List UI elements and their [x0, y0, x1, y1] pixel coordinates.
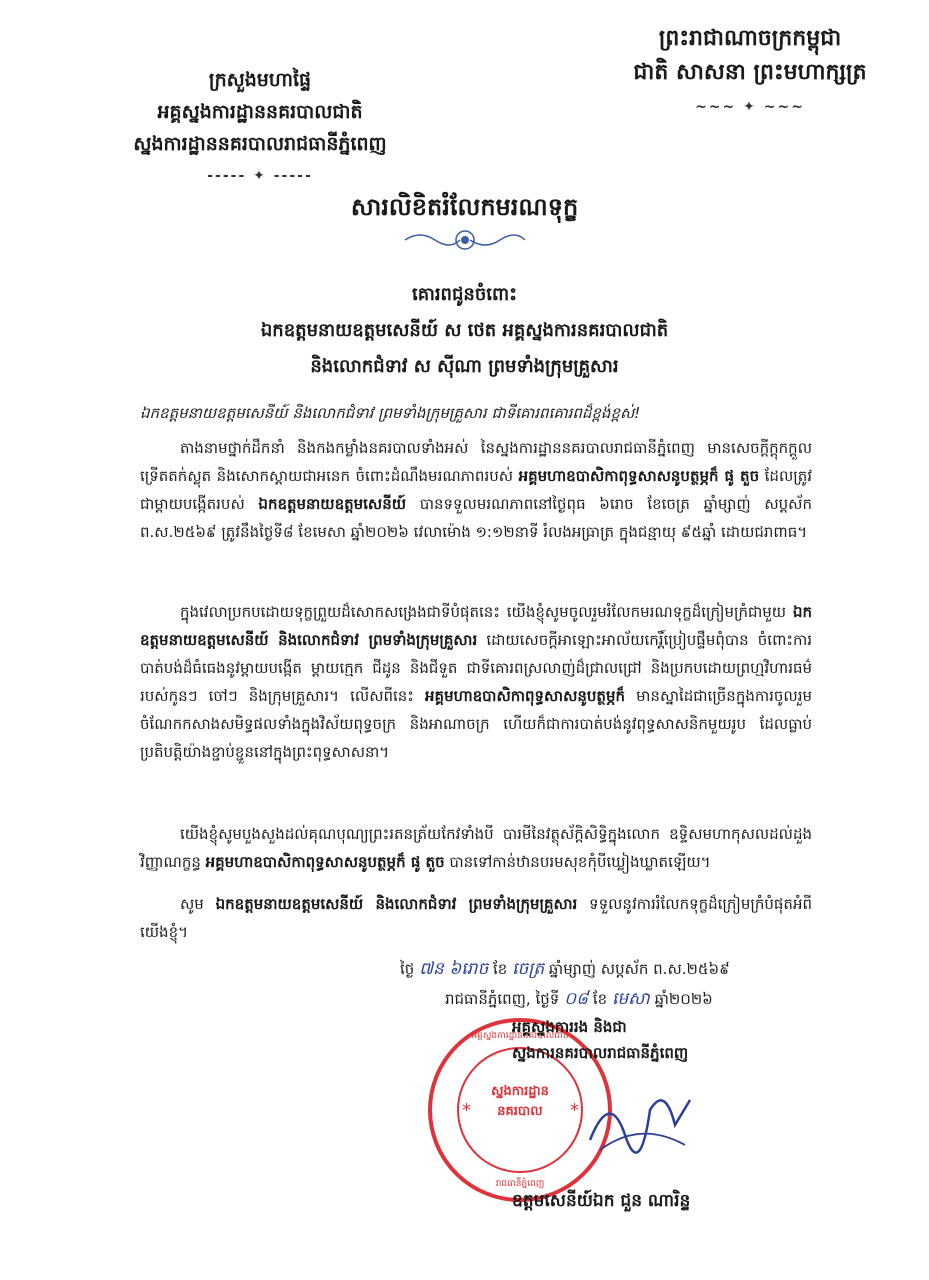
paragraph-2 [140, 598, 812, 766]
p4-recipient: ឯកឧត្តមនាយឧត្តមសេនីយ៍ និងលោកជំទាវ ព្រមទាំងក្រុមគ្រួសារ [215, 895, 578, 913]
lunar-date-line [400, 958, 820, 983]
handwritten-signature-icon [580, 1080, 700, 1160]
place-prefix: រាជធានីភ្នំពេញ, ថ្ងៃទី [445, 990, 560, 1008]
p3-text-a: យើងខ្ញុំសូមបួងសួងដល់គុណបុណ្យព្រះរតនត្រ័យកែវទាំងបី បារមីនៃវត្ថុស័ក្តិសិទ្ធិក្នុងលោក ឧទ្ទិសមហាកុសលដល់ដួងវិញ្ញាណក្ខន្ធ [140, 825, 812, 871]
year: ឆ្នាំ២០២៦ [654, 990, 713, 1008]
lunar-month-handwritten: ចេត្រ [512, 959, 545, 979]
commissariat-name: ស្នងការដ្ឋាននគរបាលរាជធានីភ្នំពេញ [133, 133, 387, 155]
stamp-center-line1: ស្នងការដ្ឋាន [491, 1084, 549, 1099]
stamp-bottom-text: រាជធានីភ្នំពេញ [495, 1179, 545, 1189]
signatory-department: ស្នងការនគរបាលរាជធានីភ្នំពេញ [512, 1044, 689, 1062]
p3-deceased-name: អគ្គមហាឧបាសិកាពុទ្ធសាសនូបត្ថម្ភក៏ ផូ តួច [205, 853, 445, 871]
kingdom-header [600, 22, 900, 124]
day-handwritten: ០៨ [564, 989, 589, 1009]
month2-label: ខែ [592, 990, 608, 1008]
p3-text-c: បានទៅកាន់ឋានបរមសុខកុំបីឃ្លៀងឃ្លាតឡើយ។ [444, 853, 711, 871]
ministry-name: ក្រសួងមហាផ្ទៃ [208, 69, 312, 91]
p2-recipient: ឯកឧត្តមនាយឧត្តមសេនីយ៍ និងលោកជំទាវ ព្រមទាំងក្រុមគ្រួសារ [140, 603, 812, 649]
letter-title: សារលិខិតរំលែកមរណទុក្ខ [350, 193, 579, 221]
p1-text-e: បានទទួលមរណភាពនៅថ្ងៃពុធ ៦រោច ខែចេត្រ ឆ្នាំម្សាញ់ សប្តស័ក ព.ស.២៥៦៩ ត្រូវនឹងថ្ងៃទី៨ ខែមេសា ឆ្នាំ២០២៦ វេលាម៉ោង ១:១២នាទី រំលងអធ្រាត្រ ក្នុងជន្មាយុ ៩៥ឆ្នាំ ដោយជរាពាធ។ [140, 495, 812, 541]
month-label: ខែ [493, 960, 508, 978]
lunar-suffix: ឆ្នាំម្សាញ់ សប្តស័ក ព.ស.២៥៦៩ [548, 960, 730, 978]
kingdom-name: ព្រះរាជាណាចក្រកម្ពុជា [658, 26, 842, 51]
p4-text-c: ទទួលនូវការរំលែកទុក្ខដ៏ក្រៀមក្រំបំផុតអំពីយើងខ្ញុំ។ [140, 895, 812, 941]
address-line-2: ឯកឧត្តមនាយឧត្តមសេនីយ៍ ស ថេត អគ្គស្នងការនគរបាលជាតិ [260, 320, 669, 341]
svg-text:*: * [462, 1100, 471, 1121]
signatory-name: ឧត្តមសេនីយ៍ឯក ជួន ណារិន្ទ [512, 1191, 691, 1211]
general-commissariat-name: អគ្គស្នងការដ្ឋាននគរបាលជាតិ [157, 101, 363, 123]
p1-text-a: តាងនាមថ្នាក់ដឹកនាំ និងកងកម្លាំងនគរបាលទាំងអស់ នៃស្នងការដ្ឋាននគរបាលរាជធានីភ្នំពេញ មានសេចក្តីក្តុកក្តួល ទ្រើតតក់ស្លុត និងសោកស្តាយជាអនេក ចំពោះដំណឹងមរណភាពរបស់ [140, 439, 812, 485]
solar-month-handwritten: មេសា [612, 989, 650, 1009]
paragraph-1 [140, 434, 812, 546]
signatory-title: អគ្គស្នងការរង និងជា [512, 1018, 627, 1036]
title-ornament-icon [400, 225, 530, 255]
stamp-center [478, 1082, 562, 1122]
lunar-day-handwritten: ៧ន ៦រោច [419, 959, 489, 979]
paragraph-3 [140, 820, 812, 876]
stamp-top-text: អគ្គស្នងការដ្ឋាននគរបាលជាតិ [471, 1031, 569, 1041]
address-line-3: និងលោកជំទាវ ស ស៊ីណា ព្រមទាំងក្រុមគ្រួសារ [310, 356, 619, 377]
p1-recipient-title: ឯកឧត្តមនាយឧត្តមសេនីយ៍ [258, 495, 407, 513]
greeting: ឯកឧត្តមនាយឧត្តមសេនីយ៍ និងលោកជំទាវ ព្រមទាំងក្រុមគ្រួសារ ជាទីគោរពគោរពដ៏ខ្ពង់ខ្ពស់! [140, 404, 641, 422]
kingdom-motto: ជាតិ សាសនា ព្រះមហាក្សត្រ [633, 60, 867, 85]
motto-ornament: ~~~ ✦ ~~~ [695, 99, 805, 115]
svg-text:*: * [570, 1100, 579, 1121]
ministry-ornament: ----- ✦ ----- [207, 168, 313, 184]
p2-text-e: មានស្នាដៃជាច្រើនក្នុងការចូលរួមចំណែកកសាងសមិទ្ធផលទាំងក្នុងវិស័យពុទ្ធចក្រ និងអាណាចក្រ ហើយក៏ជាការបាត់បង់នូវពុទ្ធសាសនិកមួយរូប ដែលធ្លាប់ប្រតិបត្តិយ៉ាងខ្ជាប់ខ្ជួននៅក្នុងព្រះពុទ្ធសាសនា។ [140, 687, 813, 761]
p1-deceased-name: អគ្គមហាឧបាសិកាពុទ្ធសាសនូបត្ថម្ភក៏ ផូ តួច [518, 467, 760, 485]
p2-text-c: ដោយសេចក្តីអាឡោះអាល័យកេរ្តិ៍ប្រៀបផ្ទឹមពុំបាន ចំពោះការបាត់បង់ដ៏ធំធេងនូវម្តាយបង្កើត ម្តាយក្មេក ជីដូន និងជីទួត ជាទីគោរពស្រលាញ់ដ៏ជ្រាលជ្រៅ និងប្រកបដោយព្រហ្មវិហារធម៌របស់កូនៗ ចៅៗ និងក្រុមគ្រួសារ។ លើសពីនេះ [140, 631, 812, 705]
ministry-header [110, 64, 410, 192]
lunar-prefix: ថ្ងៃ [400, 960, 415, 978]
p2-text-a: ក្នុងវេលាប្រកបដោយទុក្ខព្រួយដ៏សោកសង្រេងជាទីបំផុតនេះ យើងខ្ញុំសូមចូលរួមរំលែកមរណទុក្ខដ៏ក្រៀមក្រំជាមួយ [180, 603, 793, 621]
p1-text-c: ដែលត្រូវជាម្តាយបង្កើតរបស់ [140, 467, 812, 513]
p4-text-a: សូម [180, 895, 216, 913]
address-line-1: គោរពជូនចំពោះ [411, 284, 518, 305]
p2-deceased-title: អគ្គមហាឧបាសិកាពុទ្ធសាសនូបត្ថម្ភក៏ [425, 687, 625, 705]
paragraph-4 [140, 890, 812, 946]
stamp-center-line2: នគរបាល [497, 1104, 543, 1119]
